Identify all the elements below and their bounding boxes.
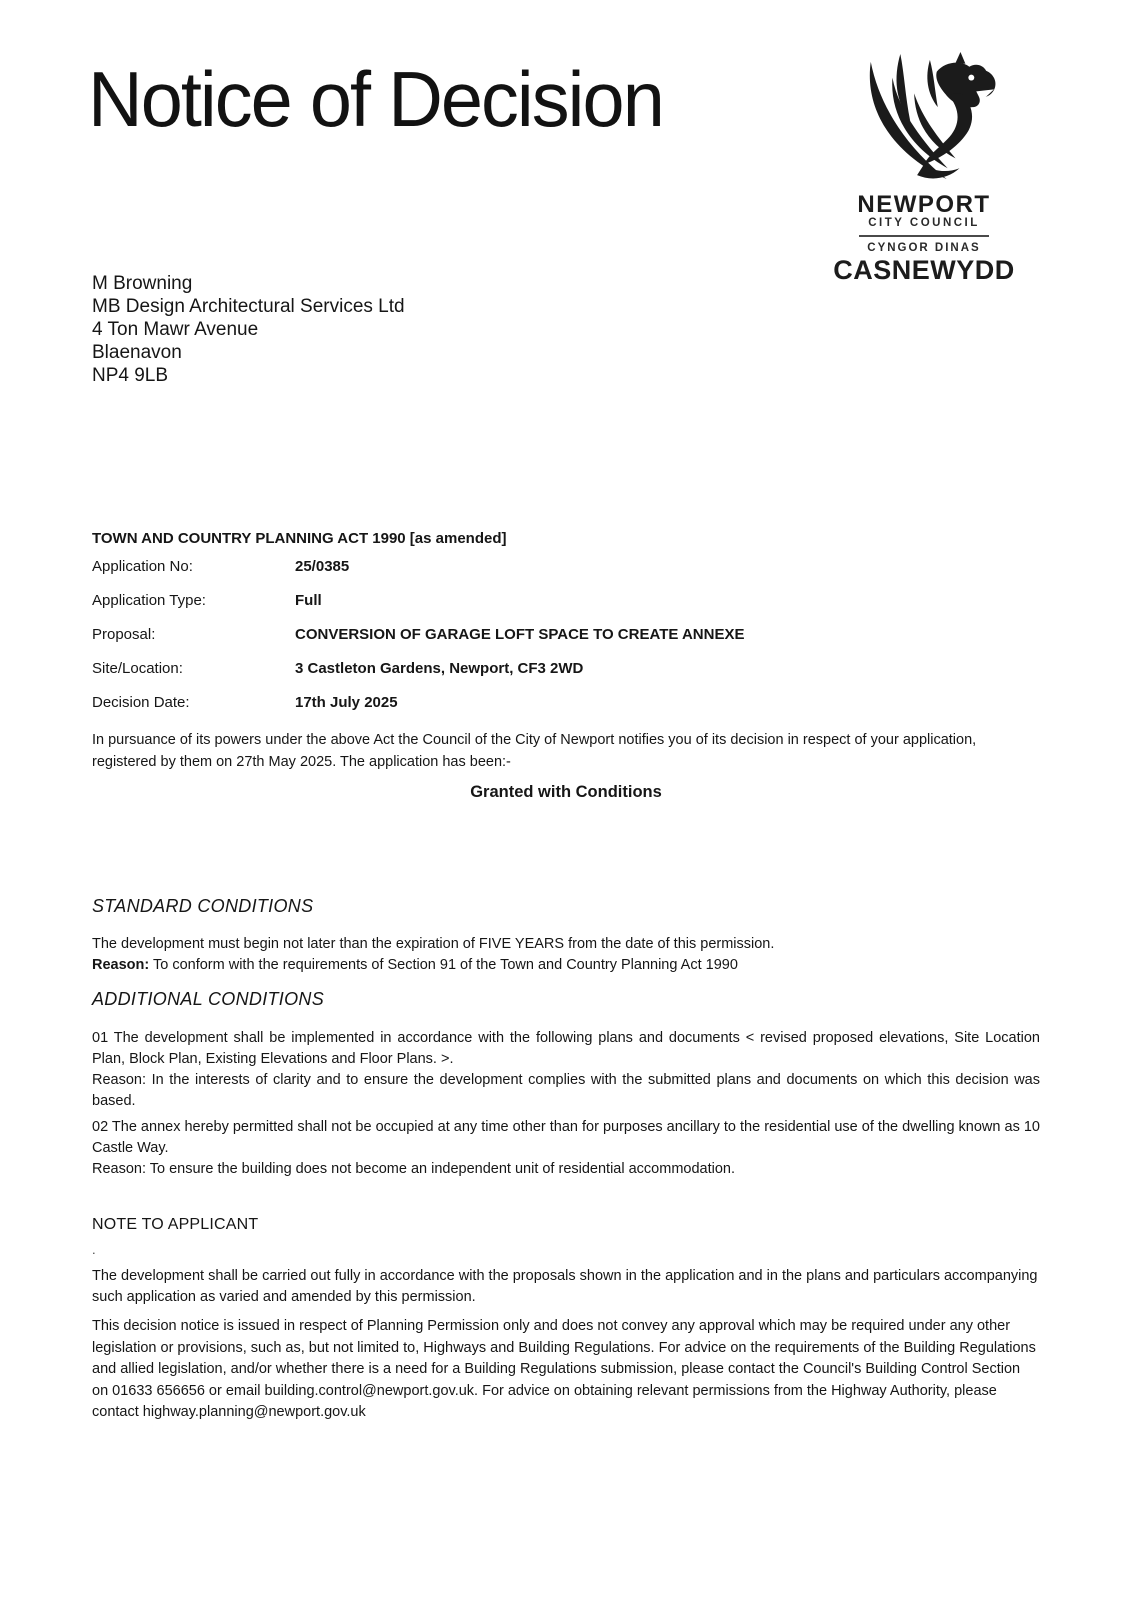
detail-value: 17th July 2025 (295, 694, 398, 711)
note-to-applicant-heading: NOTE TO APPLICANT (92, 1216, 259, 1233)
logo-name-english: NEWPORT (857, 191, 991, 218)
condition-reason: Reason: To ensure the building does not become an independent unit of residential accommodation. (92, 1161, 735, 1177)
logo-subtitle-english: CITY COUNCIL (868, 217, 980, 230)
recipient-name: M Browning (92, 273, 193, 294)
recipient-town: Blaenavon (92, 342, 182, 363)
act-heading: TOWN AND COUNTRY PLANNING ACT 1990 [as amended] (92, 530, 507, 547)
condition-reason: Reason: In the interests of clarity and to ensure the development complies with the submitted plans and documents on which this decision was based. (92, 1072, 1040, 1109)
detail-row-decision-date (92, 692, 1040, 713)
detail-value: CONVERSION OF GARAGE LOFT SPACE TO CREATE ANNEXE (295, 626, 745, 643)
standard-conditions-heading: STANDARD CONDITIONS (92, 896, 314, 916)
detail-row-application-no (92, 556, 1040, 577)
note-paragraph-development: The development shall be carried out fully in accordance with the proposals shown in the application and in the plans and particulars accompanying such application as varied and amended by this permission. (92, 1268, 1038, 1305)
recipient-postcode: NP4 9LB (92, 365, 169, 386)
logo-name-welsh: CASNEWYDD (833, 254, 1015, 285)
detail-row-application-type (92, 590, 1040, 611)
standard-condition-paragraph (92, 934, 1040, 976)
condition-text: 02 The annex hereby permitted shall not be occupied at any time other than for purposes ancillary to the residential use of the dwelling known as 10 Castle Way. (92, 1119, 1040, 1156)
dragon-crest-icon (845, 50, 1003, 188)
additional-condition-01 (92, 1028, 1040, 1112)
newport-city-council-logo (833, 50, 1015, 285)
detail-row-proposal (92, 624, 1040, 645)
page-title: Notice of Decision (88, 55, 663, 143)
detail-value: 25/0385 (295, 558, 350, 575)
logo-subtitle-welsh: CYNGOR DINAS (867, 241, 981, 254)
detail-label: Proposal: (92, 626, 156, 643)
condition-text: 01 The development shall be implemented in accordance with the following plans and documents < revised proposed elevations, Site Location Plan, Block Plan, Existing Elevations and Floor Plans. >. (92, 1030, 1040, 1067)
recipient-company: MB Design Architectural Services Ltd (92, 296, 405, 317)
recipient-street: 4 Ton Mawr Avenue (92, 319, 259, 340)
detail-label: Site/Location: (92, 660, 183, 677)
detail-label: Application Type: (92, 592, 206, 609)
standard-condition-text: The development must begin not later than the expiration of FIVE YEARS from the date of this permission. (92, 936, 775, 952)
stray-period: . (92, 1242, 96, 1257)
detail-label: Application No: (92, 558, 193, 575)
detail-label: Decision Date: (92, 694, 190, 711)
detail-value: Full (295, 592, 322, 609)
logo-divider (859, 235, 989, 237)
decision-intro-paragraph: In pursuance of its powers under the above Act the Council of the City of Newport notifies you of its decision in respect of your application, registered by them on 27th May 2025. The application has been:- (92, 732, 977, 770)
additional-condition-02 (92, 1117, 1040, 1180)
detail-row-site-location (92, 658, 1040, 679)
application-details (92, 556, 1040, 726)
standard-condition-reason-label: Reason: (92, 957, 150, 973)
recipient-address-block (92, 272, 1040, 387)
detail-value: 3 Castleton Gardens, Newport, CF3 2WD (295, 660, 584, 677)
additional-conditions-heading: ADDITIONAL CONDITIONS (92, 989, 324, 1009)
decision-outcome: Granted with Conditions (470, 783, 662, 801)
note-paragraph-decision-notice: This decision notice is issued in respect of Planning Permission only and does not convey any approval which may be required under any other legislation or provisions, such as, but not limited to, Highways and Building Regulations. For advice on the requirements of the Building Regulations and allied legislation, and/or whether there is a need for a Building Regulations submission, please contact the Council's Building Control Section on 01633 656656 or email building.control@newport.gov.uk. For advice on obtaining relevant permissions from the Highway Authority, please contact highway.planning@newport.gov.uk (92, 1318, 1036, 1420)
standard-condition-reason-text: To conform with the requirements of Section 91 of the Town and Country Planning Act 1990 (149, 957, 738, 973)
